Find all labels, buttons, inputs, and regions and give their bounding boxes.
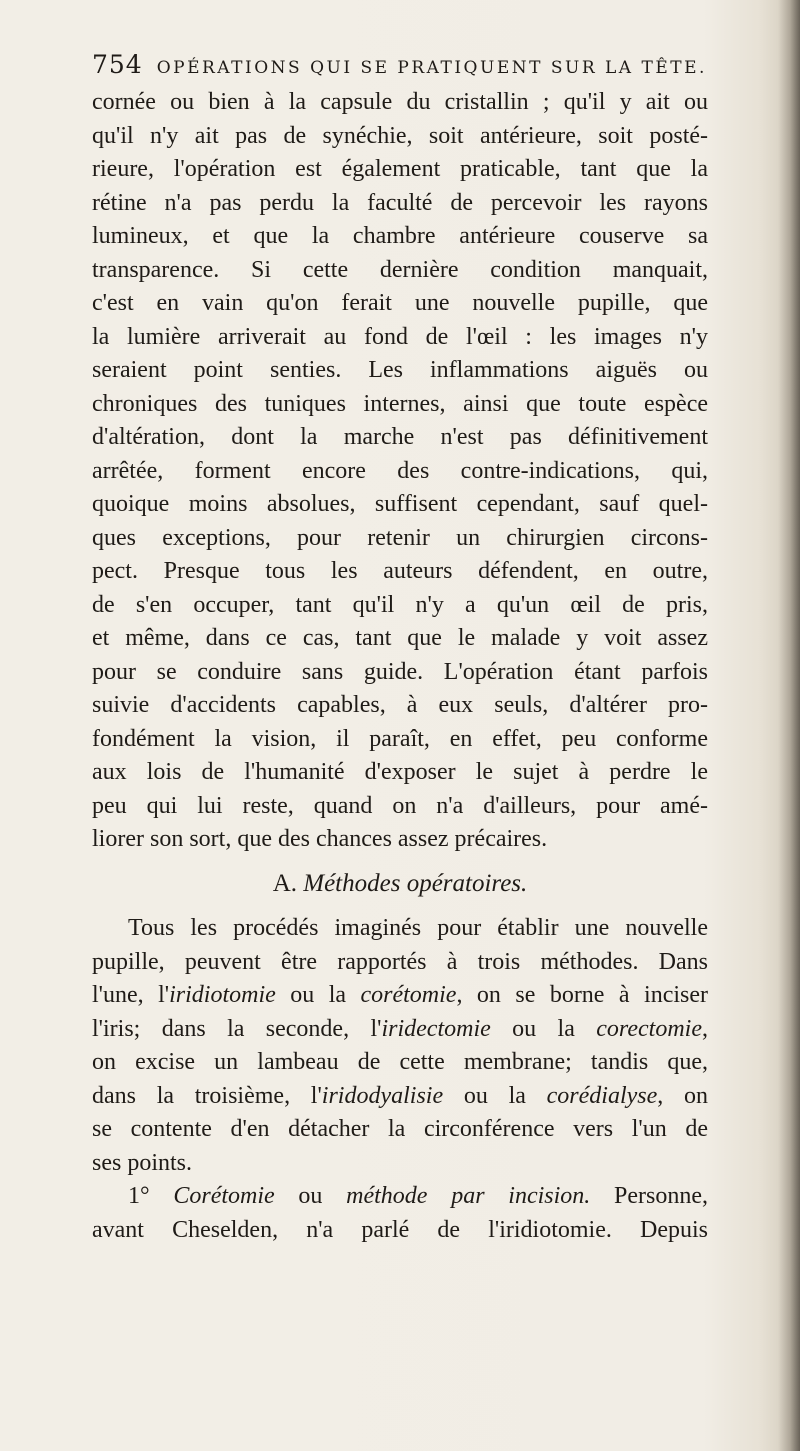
text-line: arrêtée, forment encore des contre-indications, qui, — [92, 457, 708, 484]
text-line: peu qui lui reste, quand on n'a d'ailleurs, pour amé- — [92, 792, 708, 819]
term-iridiotomie: iridiotomie — [169, 982, 276, 1008]
text-line: ses points. — [92, 1149, 193, 1176]
text-line: liorer son sort, que des chances assez précaires. — [92, 826, 548, 852]
text-line: suivie d'accidents capables, à eux seuls, d'altérer pro- — [92, 692, 708, 718]
text-run: ou — [274, 1183, 347, 1209]
text-run: , — [702, 1015, 708, 1042]
text-line: cornée ou bien à la capsule du cristallin ; qu'il y ait ou — [92, 89, 708, 115]
text-line: qu'il n'y ait pas de synéchie, soit antérieure, soit posté- — [92, 122, 708, 149]
body-text — [92, 86, 708, 1247]
text-line — [92, 1013, 708, 1047]
text-line: aux lois de l'humanité d'exposer le sujet à perdre le — [92, 759, 708, 785]
running-title: OPÉRATIONS QUI SE PRATIQUENT SUR LA TÊTE. — [156, 58, 707, 78]
text-line: on excise un lambeau de cette membrane; tandis que, — [92, 1049, 708, 1075]
text-line: seraient point senties. Les inflammations aiguës ou — [92, 357, 708, 383]
text-line — [92, 979, 708, 1013]
section-heading — [92, 867, 708, 901]
text-line — [92, 1180, 708, 1214]
text-line: Tous les procédés imaginés pour établir une nouvelle — [128, 915, 708, 941]
text-line: se contente d'en détacher la circonférence vers l'un de — [92, 1116, 708, 1142]
text-line: de s'en occuper, tant qu'il n'y a qu'un œil de pris, — [92, 591, 708, 618]
text-line: pect. Presque tous les auteurs défendent, en outre, — [92, 558, 708, 584]
paragraph-2 — [92, 912, 708, 1180]
text-line: chroniques des tuniques internes, ainsi que toute espèce — [92, 390, 708, 417]
paragraph-3 — [92, 1180, 708, 1247]
page-binding-edge — [778, 0, 800, 1451]
text-run: , on — [657, 1082, 708, 1109]
section-letter: A. — [272, 869, 297, 897]
text-line: rétine n'a pas perdu la faculté de percevoir les rayons — [92, 189, 708, 216]
text-line: lumineux, et que la chambre antérieure couserve sa — [92, 223, 708, 249]
running-head — [92, 50, 712, 80]
term-methode-par-incision: méthode par incision. — [346, 1183, 591, 1209]
term-corectomie: corectomie — [596, 1015, 702, 1042]
section-title: Méthodes opératoires. — [303, 869, 528, 897]
text-line: pupille, peuvent être rapportés à trois méthodes. Dans — [92, 948, 708, 975]
text-line: rieure, l'opération est également praticable, tant que la — [92, 156, 708, 182]
text-line: transparence. Si cette dernière condition manquait, — [92, 256, 708, 283]
term-coredialyse: corédialyse — [546, 1082, 658, 1109]
text-line: c'est en vain qu'on ferait une nouvelle pupille, que — [92, 290, 708, 316]
text-run: l'une, l' — [92, 982, 170, 1008]
text-line: la lumière arriverait au fond de l'œil : les images n'y — [92, 323, 708, 350]
text-run: dans la troisième, l' — [92, 1082, 322, 1109]
term-coretomie: corétomie — [360, 982, 457, 1008]
text-line: pour se conduire sans guide. L'opération étant parfois — [92, 658, 708, 685]
text-run: l'iris; dans la seconde, l' — [92, 1015, 382, 1042]
text-run: ou la — [275, 982, 361, 1008]
page-number: 754 — [92, 50, 143, 79]
text-line: d'altération, dont la marche n'est pas définitivement — [92, 424, 708, 450]
text-line — [92, 1080, 708, 1114]
text-line: ques exceptions, pour retenir un chirurgien circons- — [92, 524, 708, 551]
text-line: quoique moins absolues, suffisent cependant, sauf quel- — [92, 491, 708, 517]
text-run: , on se borne à inciser — [456, 982, 709, 1008]
text-line: fondément la vision, il paraît, en effet, peu conforme — [92, 725, 708, 752]
text-run: ou la — [490, 1015, 597, 1042]
paragraph-1 — [92, 86, 708, 857]
term-iridodyalisie: iridodyalisie — [321, 1082, 444, 1109]
term-coretomie-heading: Corétomie — [173, 1183, 275, 1209]
text-line: et même, dans ce cas, tant que le malade y voit assez — [92, 625, 708, 651]
text-line: avant Cheselden, n'a parlé de l'iridiotomie. Depuis — [92, 1216, 708, 1243]
text-run: ou la — [443, 1082, 547, 1109]
text-run: 1° — [128, 1183, 174, 1209]
text-run: Personne, — [590, 1183, 709, 1209]
term-iridectomie: iridectomie — [381, 1015, 491, 1042]
